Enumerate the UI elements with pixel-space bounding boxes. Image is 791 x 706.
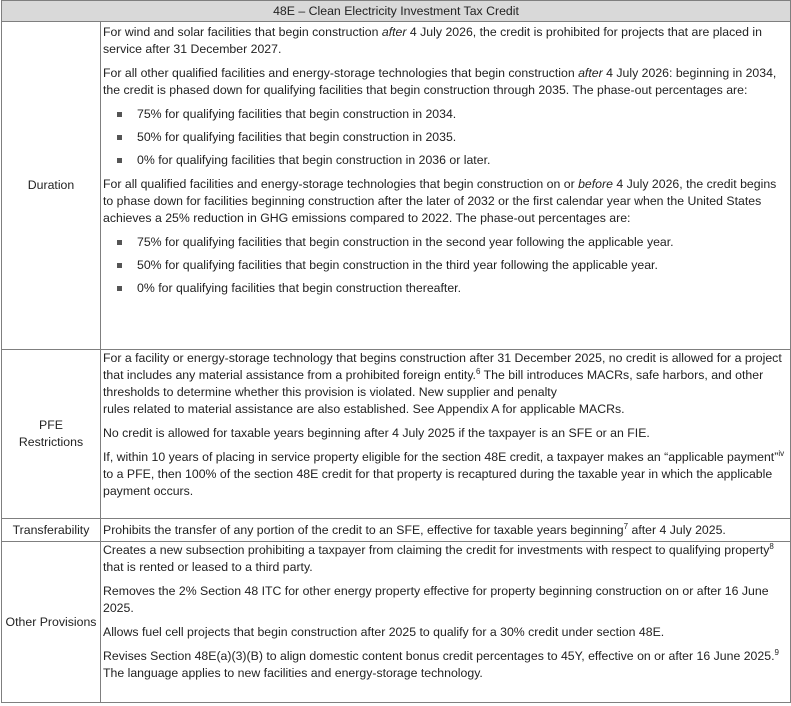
duration-paragraph-2: For all other qualified facilities and energy-storage technologies that begin construction after 4 July 2026: beginning in 2034, the credit is phased down for qualifying facilities that begin construction through 2035. The phase-out percentages are: (103, 66, 777, 97)
duration-list-2 (103, 234, 789, 297)
table-title: 48E – Clean Electricity Investment Tax Credit (2, 1, 791, 22)
list-item: 50% for qualifying facilities that begin construction in 2035. (117, 129, 789, 146)
row-label-other-provisions: Other Provisions (2, 542, 101, 703)
pfe-paragraph-2: No credit is allowed for taxable years beginning after 4 July 2025 if the taxpayer is an SFE or an FIE. (103, 426, 650, 440)
row-label-duration: Duration (2, 22, 101, 350)
row-label-pfe-restrictions (2, 350, 101, 519)
list-item: 75% for qualifying facilities that begin construction in the second year following the applicable year. (117, 234, 789, 251)
transferability-content: Prohibits the transfer of any portion of the credit to an SFE, effective for taxable years beginning$^7$ after 4 July 2025. (101, 519, 791, 542)
duration-list-1 (103, 106, 789, 169)
duration-content (101, 22, 791, 350)
list-item: 75% for qualifying facilities that begin construction in 2034. (117, 106, 789, 123)
duration-paragraph-3: For all qualified facilities and energy-storage technologies that begin construction on or before 4 July 2026, the credit begins to phase down for facilities beginning construction after the later of 2032 or the first calendar year when the United States achieves a 25% reduction in GHG emissions compared to 2022. The phase-out percentages are: (103, 177, 777, 225)
other-paragraph-4: Revises Section 48E(a)(3)(B) to align domestic content bonus credit percentages to 45Y, effective on or after 16 June 2025.$^9$ The language applies to new facilities and energy-storage technology. (103, 647, 779, 680)
other-paragraph-3: Allows fuel cell projects that begin construction after 2025 to qualify for a 30% credit under section 48E. (103, 625, 665, 639)
clean-electricity-credit-table (1, 0, 791, 703)
pfe-paragraph-3: If, within 10 years of placing in service property eligible for the section 48E credit, a taxpayer makes an “applicable payment”$^{iv}$ to a PFE, then 100% of the section 48E credit for that property is recaptured during the taxable year in which the applicable payment occurs. (103, 448, 785, 498)
list-item: 50% for qualifying facilities that begin construction in the third year following the applicable year. (117, 257, 789, 274)
duration-paragraph-1: For wind and solar facilities that begin construction after 4 July 2026, the credit is prohibited for projects that are placed in service after 31 December 2027. (103, 25, 762, 56)
pfe-paragraph-1: For a facility or energy-storage technology that begins construction after 31 December 2025, no credit is allowed for a project that includes any material assistance from a prohibited foreign entity.$^6$ The bill introduces MACRs, safe harbors, and other thresholds to determine whether this provision is violated. New supplier and penalty rules related to material assistance are also established. See Appendix A for applicable MACRs. (103, 351, 782, 416)
other-provisions-content (101, 542, 791, 703)
row-label-transferability: Transferability (2, 519, 101, 542)
list-item: 0% for qualifying facilities that begin construction thereafter. (117, 280, 789, 297)
list-item: 0% for qualifying facilities that begin construction in 2036 or later. (117, 152, 789, 169)
pfe-label-line1: PFE (39, 418, 63, 432)
other-paragraph-2: Removes the 2% Section 48 ITC for other energy property effective for property beginning construction on or after 16 June 2025. (103, 584, 769, 615)
other-paragraph-1: Creates a new subsection prohibiting a taxpayer from claiming the credit for investments with respect to qualifying property$^8$ that is rented or leased to a third party. (103, 541, 774, 574)
pfe-label-line2: Restrictions (18, 435, 84, 449)
pfe-content (101, 350, 791, 519)
